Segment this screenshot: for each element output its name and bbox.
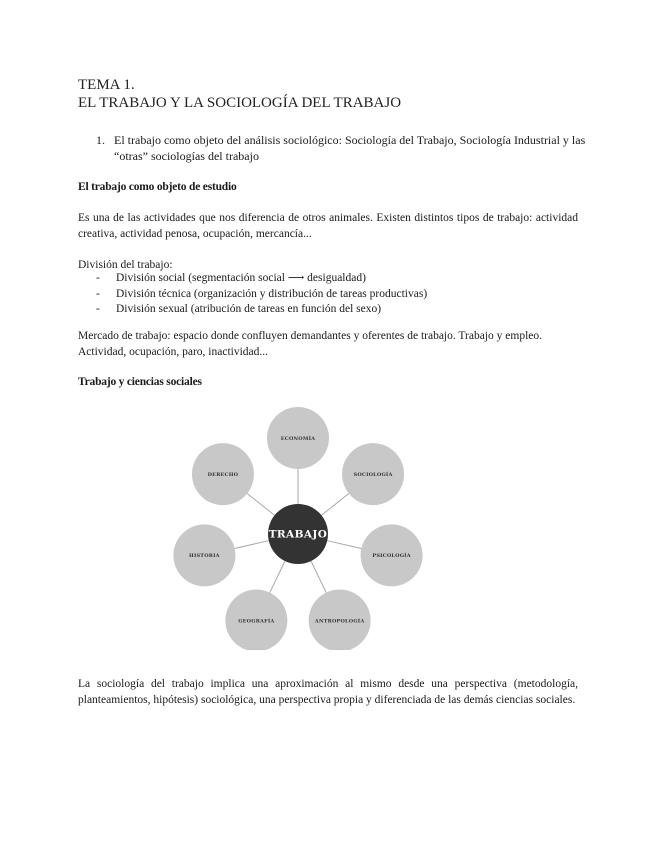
heading-work-as-object-of-study: El trabajo como objeto de estudio: [78, 181, 237, 193]
connector-psicologia: [327, 541, 361, 549]
connector-geografia: [270, 561, 285, 593]
connector-sociologia: [321, 493, 348, 515]
list-item: [96, 287, 566, 303]
section-number: 1.: [96, 133, 105, 147]
bullet-text: División técnica (organización y distribución de tareas productivas): [116, 287, 428, 300]
node-label-antropologia: ANTROPOLOGÍA: [314, 618, 365, 625]
numbered-section-title: [96, 132, 586, 164]
node-label-historia: HISTORIA: [189, 553, 220, 560]
connector-derecho: [247, 493, 274, 515]
node-label-economia: ECONOMÍA: [280, 435, 316, 442]
node-label-psicologia: PSICOLOGÍA: [372, 553, 411, 560]
node-label-derecho: DERECHO: [207, 471, 239, 478]
hub-label: TRABAJO: [268, 528, 328, 541]
connector-historia: [235, 541, 269, 549]
bullet-dash: -: [96, 272, 100, 284]
topic-subtitle: EL TRABAJO Y LA SOCIOLOGÍA DEL TRABAJO: [78, 95, 402, 111]
heading-work-and-social-sciences: Trabajo y ciencias sociales: [78, 376, 202, 388]
division-intro: División del trabajo:: [78, 259, 173, 271]
bullet-text: División social (segmentación social ⟶ desigualdad): [116, 272, 366, 284]
bullet-dash: -: [96, 287, 100, 300]
paragraph-work-definition: Es una de las actividades que nos diferencia de otros animales. Existen distintos tipos de trabajo: actividad creativa, actividad penosa, ocupación, mercancía...: [78, 212, 578, 240]
node-label-geografia: GEOGRAFÍA: [238, 618, 275, 625]
social-sciences-diagram: [170, 400, 450, 650]
list-item: [96, 302, 566, 318]
paragraph-labour-market: Mercado de trabajo: espacio donde confluyen demandantes y oferentes de trabajo. Trabajo y empleo. Actividad, ocupación, paro, inactividad...: [78, 330, 542, 358]
bullet-text: División sexual (atribución de tareas en función del sexo): [116, 303, 382, 315]
diagram-svg: [170, 400, 450, 650]
division-list: [96, 271, 566, 318]
topic-title: TEMA 1.: [78, 77, 135, 93]
connector-antropologia: [311, 561, 326, 593]
list-item: [96, 271, 566, 287]
section-title-text: El trabajo como objeto del análisis sociológico: Sociología del Trabajo, Sociología Industrial y las “otras” sociologías del trabajo: [114, 133, 586, 163]
bullet-dash: -: [96, 303, 100, 315]
node-label-sociologia: SOCIOLOGÍA: [353, 471, 393, 478]
paragraph-sociology-of-work: La sociología del trabajo implica una aproximación al mismo desde una perspectiva (metodología, planteamientos, hipótesis) sociológica, una perspectiva propia y diferenciada de las demás ciencias sociales.: [78, 678, 578, 706]
